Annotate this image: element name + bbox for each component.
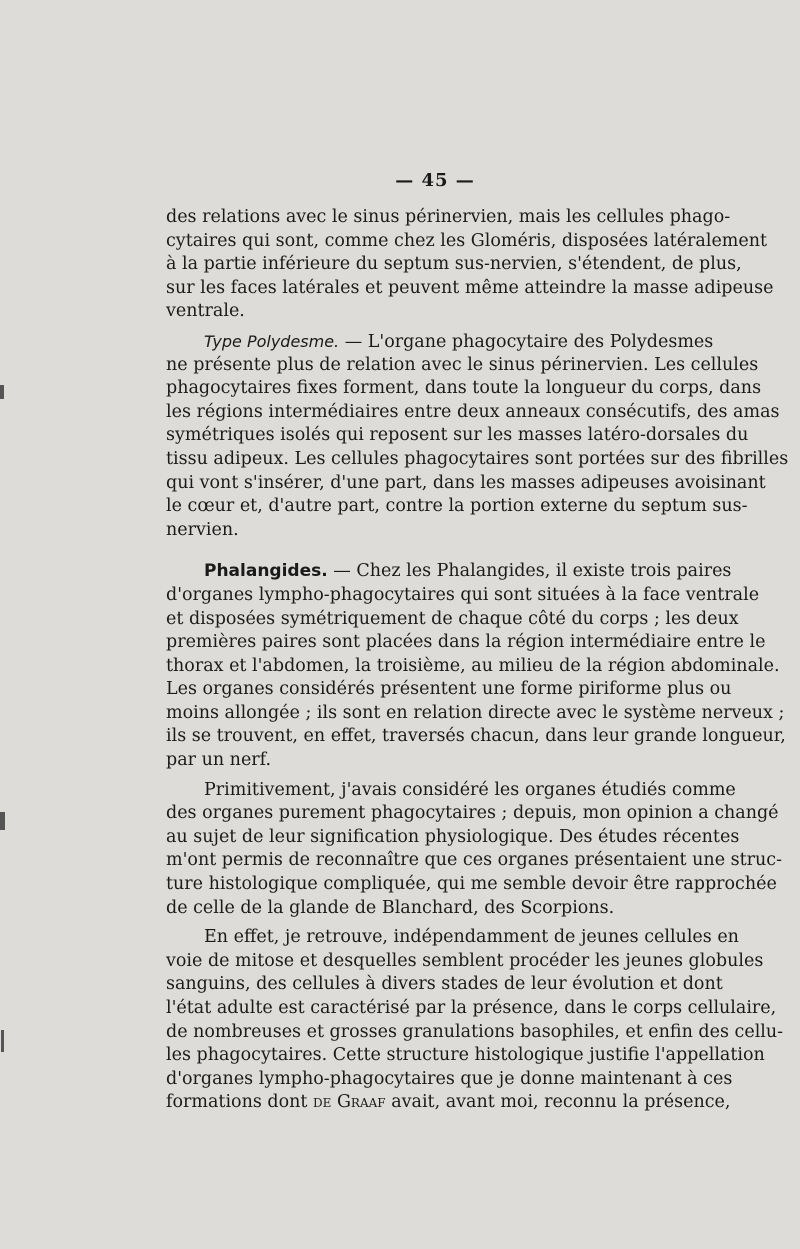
text-line: Primitivement, j'avais considéré les organes étudiés comme: [204, 779, 736, 800]
text-line: de nombreuses et grosses granulations basophiles, et enfin des cellu-: [166, 1021, 784, 1042]
text-line: voie de mitose et desquelles semblent procéder les jeunes globules: [166, 950, 764, 971]
text-line: nervien.: [166, 519, 239, 540]
text-line: tissu adipeux. Les cellules phagocytaires sont portées sur des fibrilles: [166, 448, 789, 469]
text-line: Les organes considérés présentent une forme piriforme plus ou: [166, 679, 732, 700]
text-line: thorax et l'abdomen, la troisième, au milieu de la région abdominale.: [166, 655, 780, 676]
author-name: de Graaf: [313, 1092, 386, 1113]
text-line: phagocytaires fixes forment, dans toute la longueur du corps, dans: [166, 378, 762, 399]
text-line: En effet, je retrouve, indépendamment de jeunes cellules en: [204, 927, 739, 948]
paragraph-1: [166, 206, 774, 324]
text-line: ture histologique compliquée, qui me semble devoir être rapprochée: [166, 874, 777, 895]
text-line: le cœur et, d'autre part, contre la portion externe du septum sus-: [166, 496, 748, 517]
text-line: cytaires qui sont, comme chez les Gloméris, disposées latéralement: [166, 230, 768, 251]
scan-mark: [1, 1030, 4, 1052]
text-line: l'état adulte est caractérisé par la présence, dans le corps cellulaire,: [166, 998, 777, 1018]
section-heading: Phalangides.: [204, 561, 328, 582]
text-line: premières paires sont placées dans la région intermédiaire entre le: [166, 632, 766, 653]
text-line: [166, 1091, 731, 1115]
text-line: et disposées symétriquement de chaque côté du corps ; les deux: [166, 608, 739, 629]
text-line: les phagocytaires. Cette structure histologique justifie l'appellation: [166, 1045, 765, 1066]
text-line: qui vont s'insérer, d'une part, dans les masses adipeuses avoisinant: [166, 472, 766, 493]
text-line: symétriques isolés qui reposent sur les masses latéro-dorsales du: [166, 425, 749, 446]
text-line: ils se trouvent, en effet, traversés chacun, dans leur grande longueur,: [166, 726, 786, 747]
text-fragment: — L'organe phagocytaire des Polydesmes: [339, 331, 714, 352]
text-line: [166, 560, 732, 584]
paragraph-2: [166, 330, 789, 542]
text-line: ventrale.: [166, 301, 245, 322]
scan-mark: [0, 385, 4, 399]
body-text: [166, 206, 789, 1115]
page-number: — 45 —: [395, 170, 475, 191]
text-line: des relations avec le sinus périnervien, mais les cellules phago-: [166, 207, 731, 227]
paragraph-4: [166, 779, 782, 921]
text-line: m'ont permis de reconnaître que ces organes présentaient une struc-: [166, 850, 782, 871]
text-line: sanguins, des cellules à divers stades de leur évolution et dont: [166, 974, 723, 995]
text-line: des organes purement phagocytaires ; depuis, mon opinion a changé: [166, 803, 779, 824]
text-line: ne présente plus de relation avec le sinus périnervien. Les cellules: [166, 354, 759, 375]
text-line: [166, 330, 714, 354]
text-line: d'organes lympho-phagocytaires que je donne maintenant à ces: [166, 1068, 733, 1089]
text-line: d'organes lympho-phagocytaires qui sont situées à la face ventrale: [166, 584, 760, 605]
type-label: Type Polydesme.: [204, 331, 340, 351]
scan-mark: [0, 812, 5, 830]
text-line: sur les faces latérales et peuvent même atteindre la masse adipeuse: [166, 277, 774, 298]
text-fragment: avait, avant moi, reconnu la présence,: [385, 1092, 731, 1113]
text-line: par un nerf.: [166, 750, 272, 771]
text-fragment: — Chez les Phalangides, il existe trois paires: [327, 561, 732, 582]
text-line: moins allongée ; ils sont en relation directe avec le système nerveux ;: [166, 702, 785, 723]
text-line: de celle de la glande de Blanchard, des Scorpions.: [166, 897, 615, 918]
paragraph-3: [166, 560, 786, 772]
text-line: au sujet de leur signification physiologique. Des études récentes: [166, 826, 740, 847]
text-line: à la partie inférieure du septum sus-nervien, s'étendent, de plus,: [166, 254, 742, 275]
paragraph-5: [166, 926, 784, 1115]
text-fragment: formations dont: [166, 1092, 313, 1113]
text-line: les régions intermédiaires entre deux anneaux consécutifs, des amas: [166, 401, 780, 422]
